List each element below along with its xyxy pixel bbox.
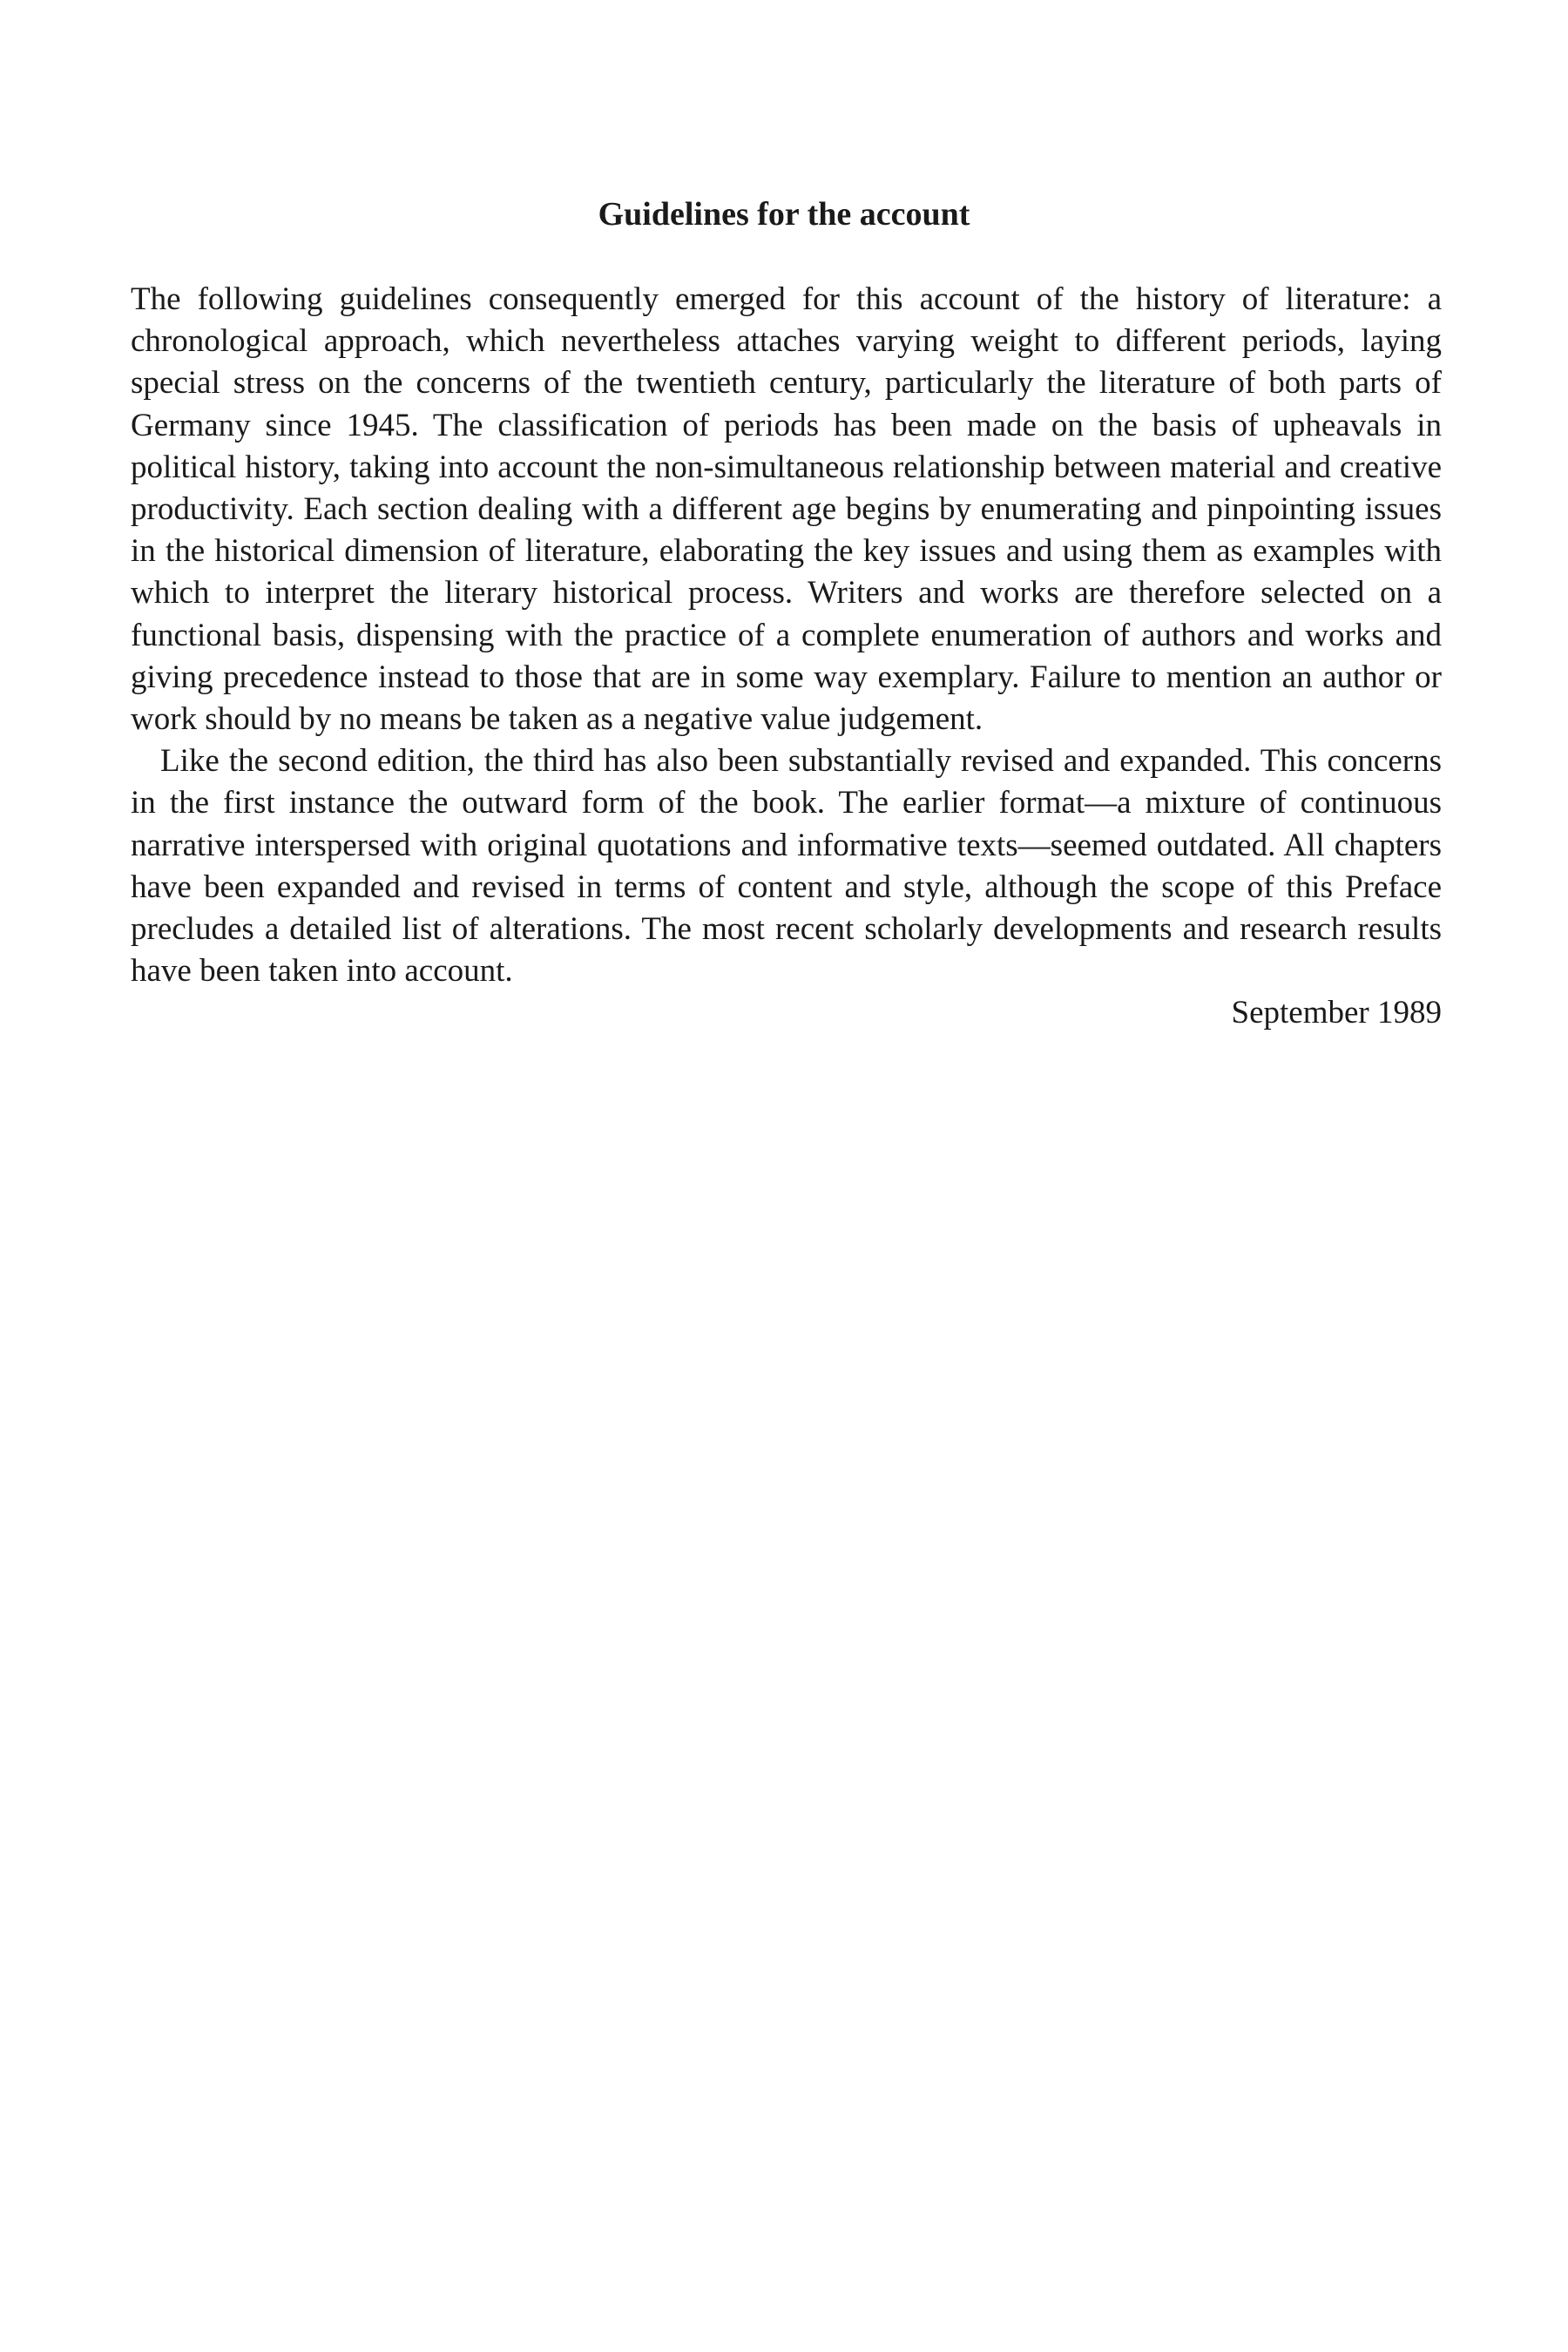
body-text bbox=[131, 279, 1442, 1035]
section-heading: Guidelines for the account bbox=[598, 196, 970, 233]
date-signoff: September 1989 bbox=[1231, 995, 1442, 1031]
paragraph-third-edition: Like the second edition, the third has also been substantially revised and expanded. This concerns in the first instance the outward form of the book. The earlier format—a mixture of continuous narrative interspersed with original quotations and informative texts—seemed outdated. All chapters have been expanded and revised in terms of content and style, although the scope of this Preface precludes a detailed list of alterations. The most recent scholarly developments and research results have been taken into account. bbox=[131, 743, 1442, 990]
paragraph-guidelines: The following guidelines consequently emerged for this account of the history of literature: a chronological approach, which nevertheless attaches varying weight to different periods, laying special stress on the concerns of the twentieth century, particularly the literature of both parts of Germany since 1945. The classification of periods has been made on the basis of upheavals in political history, taking into account the non-simultaneous relationship between material and creative productivity. Each section dealing with a different age begins by enumerating and pinpointing issues in the historical dimension of literature, elaborating the key issues and using them as examples with which to interpret the literary historical process. Writers and works are therefore selected on a functional basis, dispensing with the practice of a complete enumeration of authors and works and giving precedence instead to those that are in some way exemplary. Failure to mention an author or work should by no means be taken as a negative value judgement. bbox=[131, 281, 1442, 738]
